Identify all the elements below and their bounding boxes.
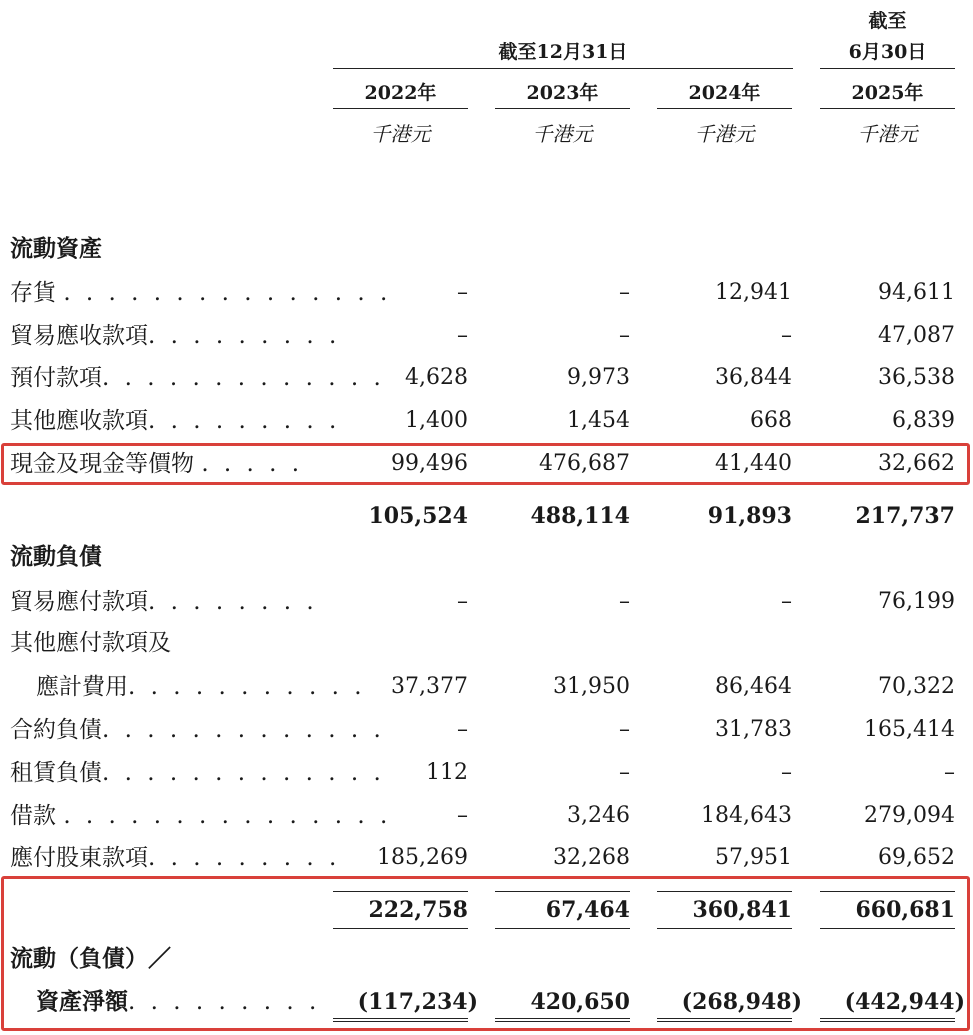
row-label-borrowings: 借款 . . . . . . . . . . . . . . . [10,803,392,829]
unit-label-2022: 千港元 [370,122,431,146]
row-label-due-to-shareholders: 應付股東款項. . . . . . . . . [10,845,341,871]
cell-trade-payables-2024: – [781,589,792,614]
row-label-trade-payables: 貿易應付款項. . . . . . . . [10,589,318,615]
row-label-accrued-expenses: 應計費用. . . . . . . . . . . [36,674,366,700]
cell-prepayments-2025: 36,538 [878,365,955,390]
net-double-rule-a-2022 [333,1018,468,1019]
cell-trade-payables-2025: 76,199 [878,589,955,614]
interim-period-label-line2: 6月30日 [848,41,927,63]
row-label-lease-liabilities: 租賃負債. . . . . . . . . . . . . [10,760,385,786]
year-header-2022: 2022年 [364,82,437,104]
cell-other-receivables-2025: 6,839 [892,408,955,433]
cell-cash-equivalents-2022: 99,496 [391,451,468,476]
cell-cash-equivalents-2025: 32,662 [878,451,955,476]
cell-contract-liabilities-2024: 31,783 [715,717,792,742]
cell-cash-equivalents-2024: 41,440 [715,451,792,476]
cell-other-receivables-2024: 668 [750,408,792,433]
cell-accrued-expenses-2024: 86,464 [715,674,792,699]
interim-period-rule [820,68,955,69]
total-current-liabilities-2024: 360,841 [692,897,792,923]
cell-lease-liabilities-2024: – [781,760,792,785]
row-label-inventory: 存貨 . . . . . . . . . . . . . . . [10,280,392,306]
net-double-rule-b-2022 [333,1021,468,1022]
total-current-assets-2024: 91,893 [707,503,792,529]
liabilities-total-bottom-rule-2024 [657,928,792,929]
cell-borrowings-2022: – [457,803,468,828]
liabilities-total-top-rule-2023 [495,891,630,892]
total-current-liabilities-2022: 222,758 [368,897,468,923]
cell-trade-receivables-2025: 47,087 [878,323,955,348]
cell-accrued-expenses-2025: 70,322 [878,674,955,699]
cell-due-to-shareholders-2025: 69,652 [878,845,955,870]
net-double-rule-a-2024 [657,1018,792,1019]
cell-contract-liabilities-2023: – [619,717,630,742]
year-rule-2023 [495,108,630,109]
net-double-rule-b-2023 [495,1021,630,1022]
cell-trade-receivables-2024: – [781,323,792,348]
net-double-rule-a-2025 [820,1018,955,1019]
net-double-rule-b-2024 [657,1021,792,1022]
row-label-prepayments: 預付款項. . . . . . . . . . . . . [10,365,385,391]
cell-prepayments-2023: 9,973 [567,365,630,390]
cell-borrowings-2023: 3,246 [567,803,630,828]
cell-contract-liabilities-2022: – [457,717,468,742]
cell-borrowings-2025: 279,094 [864,803,955,828]
cell-borrowings-2024: 184,643 [701,803,792,828]
net-value-2022: (117,234) [357,989,478,1015]
cell-inventory-2023: – [619,280,630,305]
cell-cash-equivalents-2023: 476,687 [539,451,630,476]
cell-inventory-2022: – [457,280,468,305]
cell-contract-liabilities-2025: 165,414 [864,717,955,742]
cell-lease-liabilities-2022: 112 [426,760,468,785]
cell-accrued-expenses-2022: 37,377 [391,674,468,699]
net-value-2023: 420,650 [530,989,630,1015]
year-header-2024: 2024年 [688,82,761,104]
cell-prepayments-2022: 4,628 [405,365,468,390]
net-value-2024: (268,948) [681,989,802,1015]
row-label-other-payables: 其他應付款項及 [10,630,171,656]
current-assets-title: 流動資產 [10,235,102,262]
total-current-assets-2022: 105,524 [368,503,468,529]
liabilities-total-top-rule-2024 [657,891,792,892]
year-rule-2024 [657,108,792,109]
net-double-rule-b-2025 [820,1021,955,1022]
liabilities-total-top-rule-2022 [333,891,468,892]
net-value-2025: (442,944) [844,989,965,1015]
year-header-2025: 2025年 [851,82,924,104]
year-header-2023: 2023年 [526,82,599,104]
total-current-liabilities-2023: 67,464 [545,897,630,923]
year-rule-2025 [820,108,955,109]
total-current-assets-2023: 488,114 [530,503,630,529]
cell-trade-receivables-2023: – [619,323,630,348]
row-label-other-receivables: 其他應收款項. . . . . . . . . [10,408,341,434]
cell-due-to-shareholders-2024: 57,951 [715,845,792,870]
cell-trade-payables-2023: – [619,589,630,614]
liabilities-total-bottom-rule-2023 [495,928,630,929]
period-group-label: 截至12月31日 [498,41,628,63]
unit-label-2025: 千港元 [857,122,918,146]
cell-trade-payables-2022: – [457,589,468,614]
cell-due-to-shareholders-2022: 185,269 [377,845,468,870]
cell-other-receivables-2023: 1,454 [567,408,630,433]
total-current-liabilities-2025: 660,681 [855,897,955,923]
net-double-rule-a-2023 [495,1018,630,1019]
current-liabilities-title: 流動負債 [10,543,102,570]
liabilities-total-bottom-rule-2025 [820,928,955,929]
net-label-line1: 流動（負債）／ [10,945,171,972]
period-group-rule [333,68,793,69]
cell-due-to-shareholders-2023: 32,268 [553,845,630,870]
unit-label-2023: 千港元 [532,122,593,146]
unit-label-2024: 千港元 [694,122,755,146]
cell-inventory-2025: 94,611 [878,280,955,305]
cell-other-receivables-2022: 1,400 [405,408,468,433]
net-label-line2: 資產淨額. . . . . . . . . [36,988,321,1015]
interim-period-label-line1: 截至 [868,10,907,32]
year-rule-2022 [333,108,468,109]
cell-lease-liabilities-2023: – [619,760,630,785]
cell-inventory-2024: 12,941 [715,280,792,305]
row-label-cash-equivalents: 現金及現金等價物 . . . . . [10,451,304,477]
row-label-contract-liabilities: 合約負債. . . . . . . . . . . . . [10,717,385,743]
row-label-trade-receivables: 貿易應收款項. . . . . . . . . [10,323,341,349]
cell-accrued-expenses-2023: 31,950 [553,674,630,699]
cell-prepayments-2024: 36,844 [715,365,792,390]
total-current-assets-2025: 217,737 [855,503,955,529]
liabilities-total-bottom-rule-2022 [333,928,468,929]
cell-lease-liabilities-2025: – [944,760,955,785]
cell-trade-receivables-2022: – [457,323,468,348]
liabilities-total-top-rule-2025 [820,891,955,892]
